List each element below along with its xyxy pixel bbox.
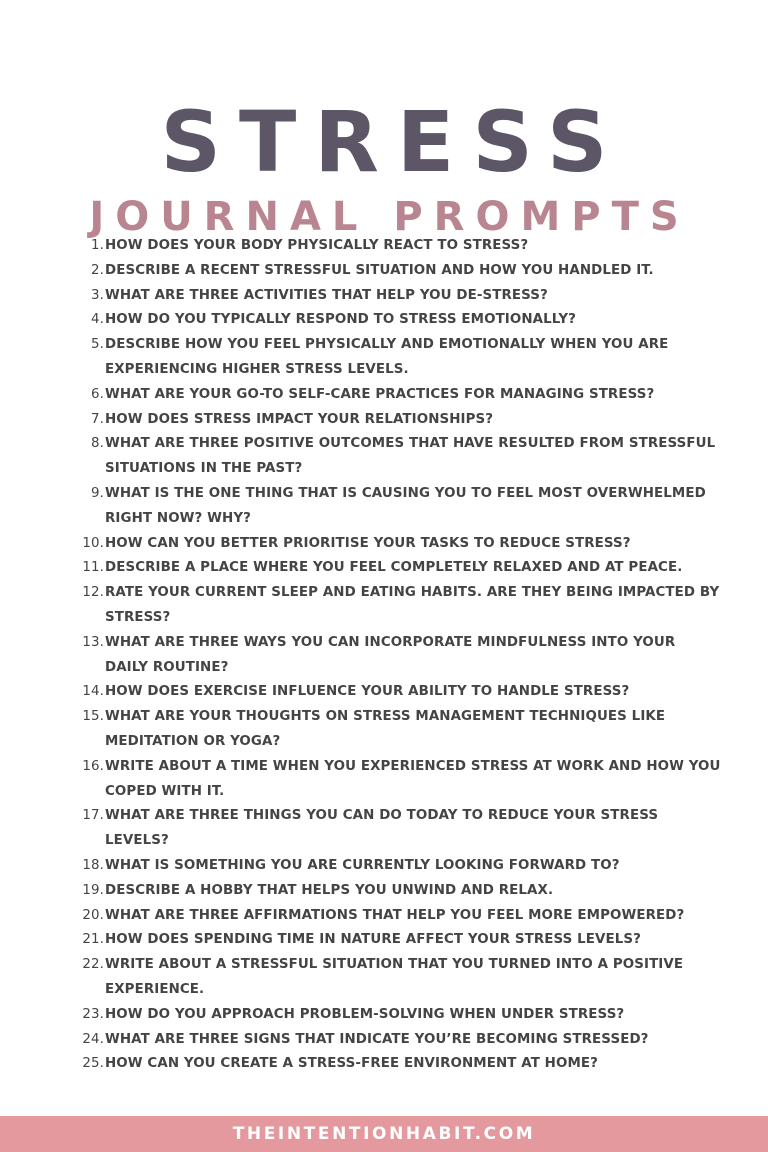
prompt-item [82,928,722,953]
prompt-text: WRITE ABOUT A TIME WHEN YOU EXPERIENCED STRESS AT WORK AND HOW YOU COPED WITH IT. [105,758,721,799]
prompt-item [82,408,722,433]
prompt-number: 19. [82,882,104,898]
prompt-item [82,383,722,408]
prompt-item [82,879,722,904]
prompt-text: RATE YOUR CURRENT SLEEP AND EATING HABITS. ARE THEY BEING IMPACTED BY STRESS? [105,585,720,625]
prompt-text: DESCRIBE A RECENT STRESSFUL SITUATION AND HOW YOU HANDLED IT. [105,262,654,278]
prompt-item [82,755,722,805]
prompt-number: 5. [91,337,104,353]
prompt-item [82,1028,722,1053]
prompt-text: HOW DOES YOUR BODY PHYSICALLY REACT TO STRESS? [105,238,529,253]
page-title: STRESS [160,93,626,192]
prompt-item [82,680,722,705]
prompt-number: 6. [91,386,104,402]
footer-banner [0,1116,768,1152]
prompt-item [82,308,722,333]
prompt-item [82,284,722,309]
prompt-item [82,234,722,259]
prompt-item [82,705,722,755]
prompt-number: 24. [82,1031,104,1047]
prompt-item [82,259,722,284]
prompt-text: WHAT ARE THREE POSITIVE OUTCOMES THAT HAVE RESULTED FROM STRESSFUL SITUATIONS IN THE PAST? [105,436,716,477]
prompt-number: 17. [82,808,104,824]
prompt-number: 8. [91,436,104,452]
prompt-item [82,953,722,1003]
prompt-number: 21. [82,932,104,948]
prompt-text: WRITE ABOUT A STRESSFUL SITUATION THAT YOU TURNED INTO A POSITIVE EXPERIENCE. [105,957,684,997]
prompt-number: 1. [91,238,104,253]
prompt-number: 4. [91,312,104,328]
prompt-item [82,904,722,929]
prompt-item [82,482,722,532]
prompt-text: HOW DOES STRESS IMPACT YOUR RELATIONSHIPS? [105,411,494,427]
prompt-number: 7. [91,411,104,427]
prompt-number: 11. [82,560,104,576]
prompt-text: WHAT ARE THREE THINGS YOU CAN DO TODAY TO REDUCE YOUR STRESS LEVELS? [105,808,659,849]
footer-website: THEINTENTIONHABIT.COM [232,1124,536,1144]
prompt-text: HOW DO YOU TYPICALLY RESPOND TO STRESS EMOTIONALLY? [105,312,576,328]
prompt-item [82,804,722,854]
prompt-number: 2. [91,262,104,278]
prompt-number: 10. [82,535,104,551]
prompt-number: 12. [82,585,104,601]
prompt-item [82,432,722,482]
prompt-item [82,854,722,879]
prompt-number: 13. [82,634,104,650]
prompt-number: 16. [82,758,104,774]
prompt-text: WHAT ARE YOUR GO-TO SELF-CARE PRACTICES FOR MANAGING STRESS? [105,386,655,402]
prompt-text: HOW CAN YOU BETTER PRIORITISE YOUR TASKS TO REDUCE STRESS? [105,535,631,551]
prompt-text: WHAT ARE THREE AFFIRMATIONS THAT HELP YOU FEEL MORE EMPOWERED? [105,907,685,923]
prompt-item [82,631,722,681]
page-subtitle: JOURNAL PROMPTS [89,194,690,241]
prompt-text: WHAT ARE THREE WAYS YOU CAN INCORPORATE MINDFULNESS INTO YOUR DAILY ROUTINE? [105,634,676,675]
prompt-list [82,234,722,1077]
prompt-text: WHAT ARE THREE SIGNS THAT INDICATE YOU’RE BECOMING STRESSED? [105,1031,649,1047]
prompt-item [82,581,722,631]
prompt-text: WHAT IS SOMETHING YOU ARE CURRENTLY LOOKING FORWARD TO? [105,857,620,873]
prompt-item [82,333,722,383]
prompt-text: HOW DOES EXERCISE INFLUENCE YOUR ABILITY TO HANDLE STRESS? [105,684,630,700]
prompt-text: DESCRIBE A HOBBY THAT HELPS YOU UNWIND AND RELAX. [105,882,554,898]
prompt-number: 22. [82,957,104,973]
prompt-text: HOW DOES SPENDING TIME IN NATURE AFFECT YOUR STRESS LEVELS? [105,932,641,948]
prompt-number: 20. [82,907,104,923]
prompt-item [82,556,722,581]
prompt-item [82,1003,722,1028]
prompt-number: 25. [82,1056,104,1072]
prompt-text: HOW DO YOU APPROACH PROBLEM-SOLVING WHEN UNDER STRESS? [105,1006,625,1022]
prompt-text: WHAT ARE YOUR THOUGHTS ON STRESS MANAGEMENT TECHNIQUES LIKE MEDITATION OR YOGA? [105,709,666,749]
prompt-number: 3. [91,287,104,303]
prompt-text: HOW CAN YOU CREATE A STRESS-FREE ENVIRONMENT AT HOME? [105,1056,599,1072]
prompt-number: 14. [82,684,104,700]
prompt-item [82,532,722,557]
prompt-number: 23. [82,1006,104,1022]
prompt-text: DESCRIBE HOW YOU FEEL PHYSICALLY AND EMOTIONALLY WHEN YOU ARE EXPERIENCING HIGHER STRESS LEVELS. [105,337,669,377]
prompt-number: 18. [82,857,104,873]
prompt-text: WHAT IS THE ONE THING THAT IS CAUSING YOU TO FEEL MOST OVERWHELMED RIGHT NOW? WHY? [105,485,706,526]
prompt-number: 9. [91,485,104,501]
prompt-text: WHAT ARE THREE ACTIVITIES THAT HELP YOU DE-STRESS? [105,287,548,303]
prompt-number: 15. [82,709,104,725]
prompt-item [82,1052,722,1077]
prompt-text: DESCRIBE A PLACE WHERE YOU FEEL COMPLETELY RELAXED AND AT PEACE. [105,560,683,576]
